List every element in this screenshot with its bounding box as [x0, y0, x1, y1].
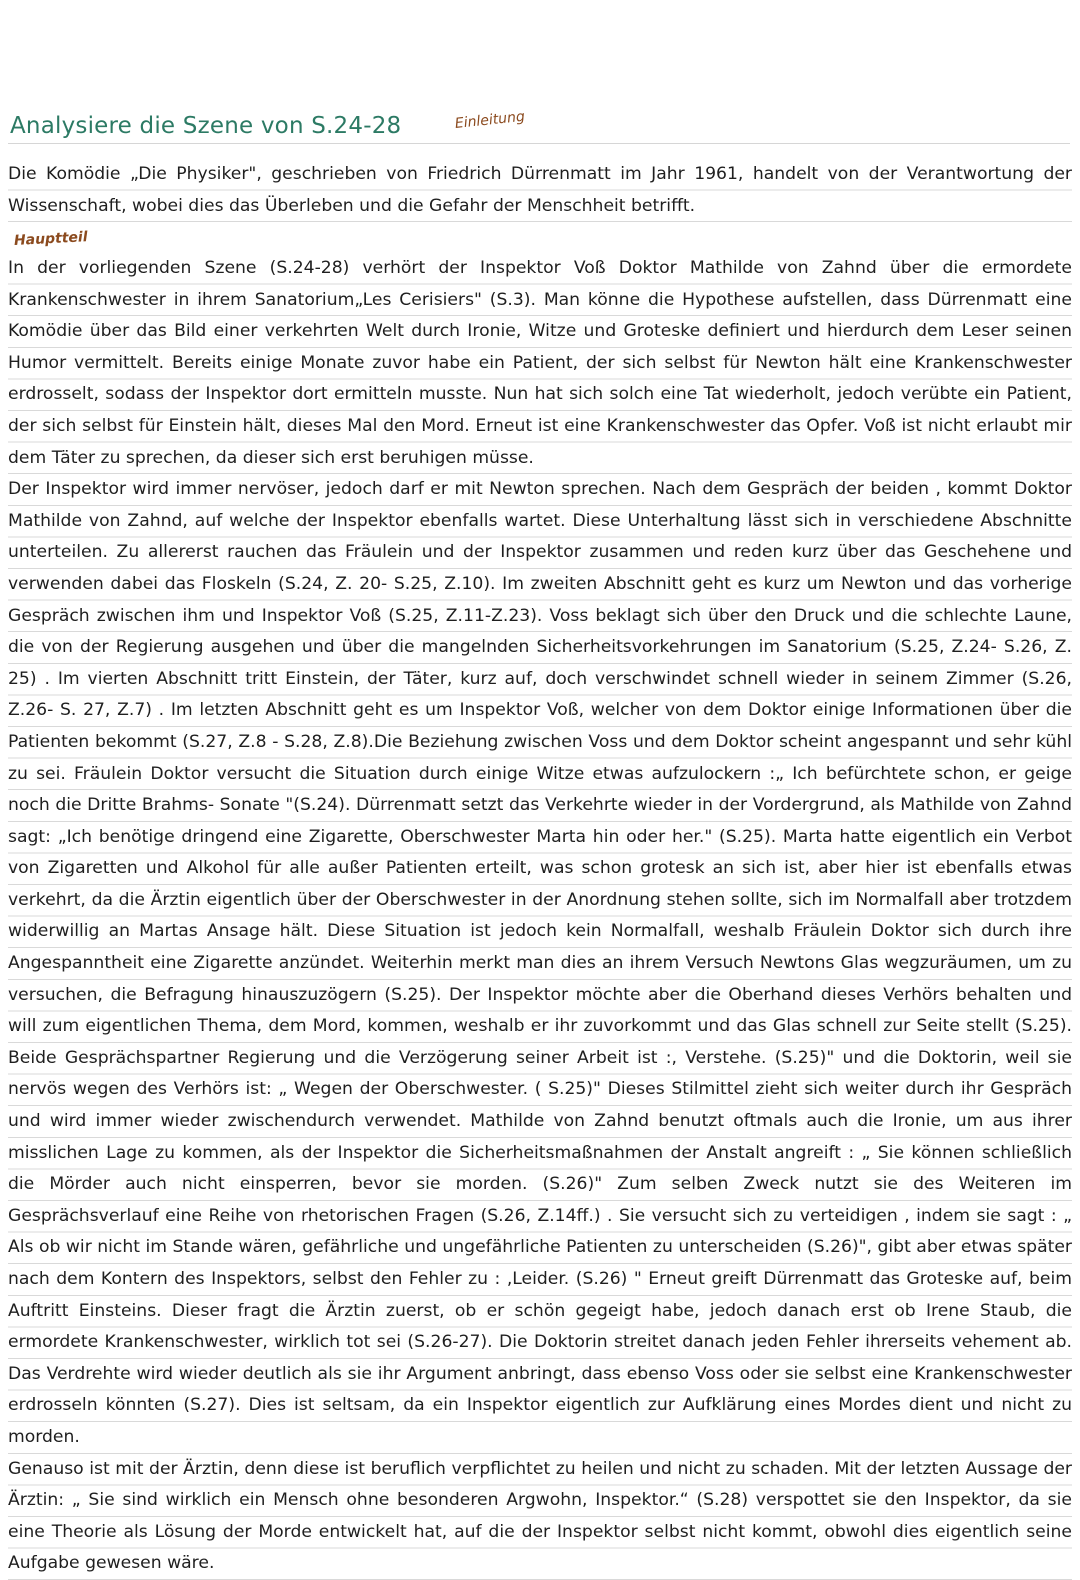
section-label-main: Hauptteil [13, 229, 88, 249]
paragraph-2: Der Inspektor wird immer nervöser, jedoch darf er mit Newton sprechen. Nach dem Gespräch der beiden , kommt Doktor Mathilde von Zahnd, auf welche der Inspektor ebenfalls wartet. Diese Unterhaltung lässt sich in verschiedene Abschnitte unterteilen. Zu allererst rauchen das Fräulein und der Inspektor zusammen und reden kurz über das Geschehene und verwenden dabei das Floskeln (S.24, Z. 20- S.25, Z.10). Im zweiten Abschnitt geht es kurz um Newton und das vorherige Gespräch zwischen ihm und Inspektor Voß (S.25, Z.11-Z.23). Voss beklagt sich über den Druck und die schlechte Laune, die von der Regierung ausgehen und über die mangelnden Sicherheitsvorkehrungen im Sanatorium (S.25, Z.24- S.26, Z. 25) . Im vierten Abschnitt tritt Einstein, der Täter, kurz auf, doch verschwindet schnell wieder in seinem Zimmer (S.26, Z.26- S. 27, Z.7) . Im letzten Abschnitt geht es um Inspektor Voß, welcher von dem Doktor einige Informationen über die Patienten bekommt (S.27, Z.8 - S.28, Z.8).Die Beziehung zwischen Voss und dem Doktor scheint angespannt und sehr kühl zu sei. Fräulein Doktor versucht die Situation durch einige Witze etwas aufzulockern :„ Ich befürchtete schon, er geige noch die Dritte Brahms- Sonate "(S.24). Dürrenmatt setzt das Verkehrte wieder in der Vordergrund, als Mathilde von Zahnd sagt: „Ich benötige dringend eine Zigarette, Oberschwester Marta hin oder her." (S.25). Marta hatte eigentlich ein Verbot von Zigaretten und Alkohol für alle außer Patienten erteilt, was schon grotesk an sich ist, aber hier ist ebenfalls etwas verkehrt, da die Ärztin eigentlich über der Oberschwester in der Anordnung stehen sollte, sich im Normalfall aber trotzdem widerwillig an Martas Ansage hält. Diese Situation ist jedoch kein Normalfall, weshalb Fräulein Doktor sich durch ihre Angespanntheit eine Zigarette anzündet. Weiterhin merkt man dies an ihrem Versuch Newtons Glas wegzuräumen, um zu versuchen, die Befragung hinauszuzögern (S.25). Der Inspektor möchte aber die Oberhand dieses Verhörs behalten und will zum eigentlichen Thema, dem Mord, kommen, weshalb er ihr zuvorkommt und das Glas schnell zur Seite stellt (S.25). Beide Gesprächspartner Regierung und die Verzögerung seiner Arbeit ist :, Verstehe. (S.25)" und die Doktorin, weil sie nervös wegen des Verhörs ist: „ Wegen der Oberschwester. ( S.25)" Dieses Stilmittel zieht sich weiter durch ihr Gespräch und wird immer wieder zwischendurch verwendet. Mathilde von Zahnd benutzt oftmals auch die Ironie, um aus ihrer misslichen Lage zu kommen, als der Inspektor die Sicherheitsmaßnahmen der Anstalt angreift : „ Sie können schließlich die Mörder auch nicht einsperren, bevor sie morden. (S.26)" Zum selben Zweck nutzt sie des Weiteren im Gesprächsverlauf eine Reihe von rhetorischen Fragen (S.26, Z.14ff.) . Sie versucht sich zu verteidigen , indem sie sagt : „ Als ob wir nicht im Stande wären, gefährliche und ungefährliche Patienten zu unterscheiden (S.26)", gibt aber etwas später nach dem Kontern des Inspektors, selbst den Fehler zu : ‚Leider. (S.26) " Erneut greift Dürrenmatt das Groteske auf, beim Auftritt Einsteins. Dieser fragt die Ärztin zuerst, ob er schön gegeigt habe, jedoch danach erst ob Irene Staub, die ermordete Krankenschwester, wirklich tot sei (S.26-27). Die Doktorin streitet danach jeden Fehler ihrerseits vehement ab. Das Verdrehte wird wieder deutlich als sie ihr Argument anbringt, dass ebenso Voss oder sie selbst eine Krankenschwester erdrosseln könnten (S.27). Dies ist seltsam, da ein Inspektor eigentlich zur Aufklärung eines Mordes dient und nicht zu morden. [8, 479, 1072, 1447]
section-label-intro: Einleitung [454, 108, 526, 132]
page-title: Analysiere die Szene von S.24-28 [10, 113, 402, 139]
paragraph-3: Genauso ist mit der Ärztin, denn diese ist beruflich verpflichtet zu heilen und nicht zu schaden. Mit der letzten Aussage der Ärztin: „ Sie sind wirklich ein Mensch ohne besonderen Argwohn, Inspektor.“ (S.28) verspottet sie den Inspektor, da sie eine Theorie als Lösung der Morde entwickelt hat, auf die der Inspektor selbst nicht kommt, obwohl dies eigentlich seine Aufgabe gewesen wäre. [8, 1458, 1072, 1574]
intro-section [8, 159, 1072, 222]
title-divider [8, 143, 1070, 144]
paragraph-1: In der vorliegenden Szene (S.24-28) verhört der Inspektor Voß Doktor Mathilde von Zahnd über die ermordete Krankenschwester in ihrem Sanatorium„Les Cerisiers" (S.3). Man könne die Hypothese aufstellen, dass Dürrenmatt eine Komödie über das Bild einer verkehrten Welt durch Ironie, Witze und Groteske definiert und hierdurch dem Leser seinen Humor vermittelt. Bereits einige Monate zuvor habe ein Patient, der sich selbst für Newton hält eine Krankenschwester erdrosselt, sodass der Inspektor dort ermitteln musste. Nun hat sich solch eine Tat wiederholt, jedoch verübte ein Patient, der sich selbst für Einstein hält, dieses Mal den Mord. Erneut ist eine Krankenschwester das Opfer. Voß ist nicht erlaubt mir dem Täter zu sprechen, da dieser sich erst beruhigen müsse. [8, 258, 1072, 468]
main-section [8, 253, 1072, 1580]
intro-paragraph: Die Komödie „Die Physiker", geschrieben von Friedrich Dürrenmatt im Jahr 1961, handelt von der Verantwortung der Wissenschaft, wobei dies das Überleben und die Gefahr der Menschheit betrifft. [8, 164, 1072, 216]
